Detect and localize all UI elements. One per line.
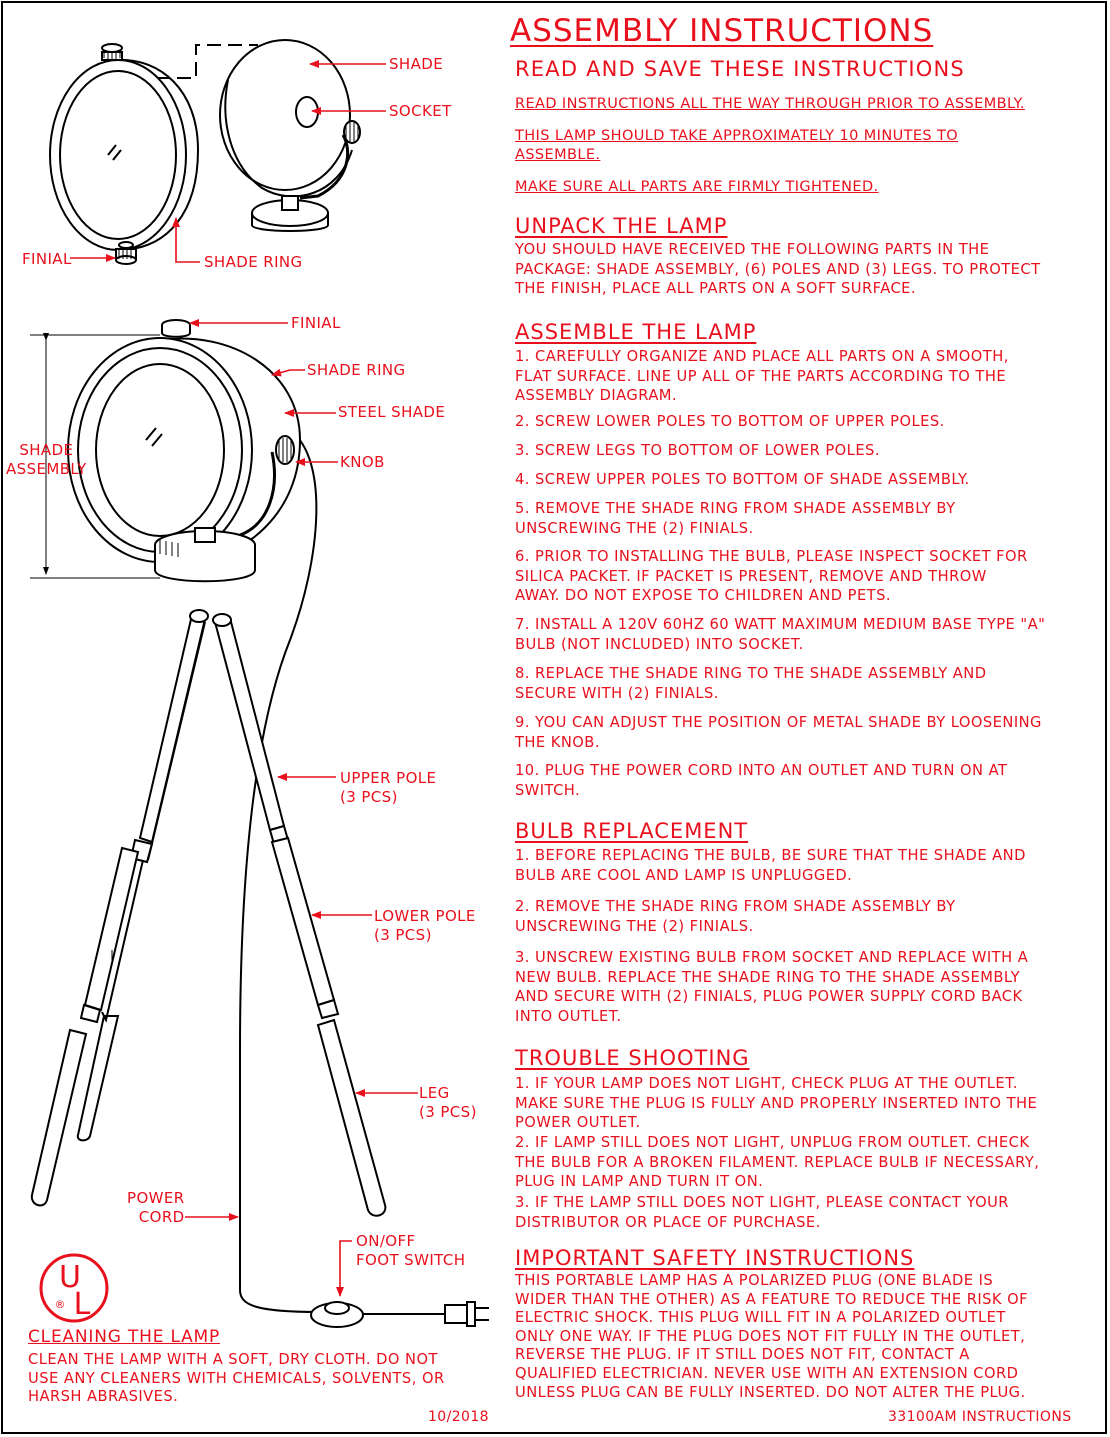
left-poles: [32, 610, 208, 1205]
ul-logo-icon: [41, 1255, 107, 1322]
label-steel-shade: STEEL SHADE: [338, 403, 446, 421]
trouble-heading: TROUBLE SHOOTING: [515, 1046, 750, 1070]
label-upper-pole: UPPER POLE (3 PCS): [340, 769, 437, 806]
label-shade: SHADE: [389, 55, 444, 73]
assembled-lamp: [30, 320, 489, 1327]
footer-doc-id: 33100AM INSTRUCTIONS: [888, 1409, 1072, 1425]
footer-date: 10/2018: [428, 1409, 489, 1425]
shade-exploded: [220, 40, 350, 190]
ul-logo-letter-u: U: [59, 1260, 81, 1295]
bulb-step-2: 2. REMOVE THE SHADE RING FROM SHADE ASSEMBLY BY UNSCREWING THE (2) FINIALS.: [515, 898, 956, 935]
unpack-heading: UNPACK THE LAMP: [515, 214, 728, 238]
label-shade-ring-top: SHADE RING: [204, 253, 303, 271]
label-shade-ring: SHADE RING: [307, 361, 406, 379]
assemble-step-7: 7. INSTALL A 120V 60HZ 60 WATT MAXIMUM MEDIUM BASE TYPE "A" BULB (NOT INCLUDED) INTO SOCKET.: [515, 616, 1046, 653]
assemble-heading: ASSEMBLE THE LAMP: [515, 320, 757, 344]
label-knob: KNOB: [340, 453, 385, 471]
assemble-step-4: 4. SCREW UPPER POLES TO BOTTOM OF SHADE ASSEMBLY.: [515, 471, 970, 488]
note-tighten: MAKE SURE ALL PARTS ARE FIRMLY TIGHTENED.: [515, 179, 879, 195]
label-leg: LEG (3 PCS): [419, 1084, 477, 1121]
label-finial: FINIAL: [291, 314, 341, 332]
page-title: ASSEMBLY INSTRUCTIONS: [510, 13, 934, 49]
assemble-step-2: 2. SCREW LOWER POLES TO BOTTOM OF UPPER POLES.: [515, 413, 945, 430]
trouble-step-3: 3. IF THE LAMP STILL DOES NOT LIGHT, PLEASE CONTACT YOUR DISTRIBUTOR OR PLACE OF PURCHASE.: [515, 1194, 1009, 1231]
exploded-view: [50, 40, 360, 264]
finial-icon-top: [102, 44, 122, 60]
assemble-step-1: 1. CAREFULLY ORGANIZE AND PLACE ALL PARTS ON A SMOOTH, FLAT SURFACE. LINE UP ALL OF THE PARTS ACCORDING TO THE ASSEMBLY DIAGRAM.: [515, 348, 1009, 405]
assemble-step-9: 9. YOU CAN ADJUST THE POSITION OF METAL SHADE BY LOOSENING THE KNOB.: [515, 714, 1042, 751]
ul-logo-letter-l: L: [73, 1287, 91, 1322]
trouble-step-2: 2. IF LAMP STILL DOES NOT LIGHT, UNPLUG FROM OUTLET. CHECK THE BULB FOR A BROKEN FILAMENT. REPLACE BULB IF NECESSARY, PLUG IN LAMP AND TURN IT ON.: [515, 1134, 1040, 1191]
label-socket: SOCKET: [389, 102, 452, 120]
ul-logo-registered: ®: [54, 1298, 66, 1311]
label-foot-switch: ON/OFF FOOT SWITCH: [356, 1232, 466, 1269]
note-read: READ INSTRUCTIONS ALL THE WAY THROUGH PRIOR TO ASSEMBLY.: [515, 96, 1025, 112]
cleaning-heading: CLEANING THE LAMP: [28, 1327, 221, 1347]
label-shade-assembly: SHADE ASSEMBLY: [6, 441, 87, 478]
assemble-step-8: 8. REPLACE THE SHADE RING TO THE SHADE ASSEMBLY AND SECURE WITH (2) FINIALS.: [515, 665, 987, 702]
page-subtitle: READ AND SAVE THESE INSTRUCTIONS: [515, 57, 965, 81]
bulb-step-3: 3. UNSCREW EXISTING BULB FROM SOCKET AND REPLACE WITH A NEW BULB. REPLACE THE SHADE RING TO THE SHADE ASSEMBLY AND SECURE WITH (2) FINIALS, PLUG POWER SUPPLY CORD BACK INTO OUTLET.: [515, 949, 1029, 1025]
bulb-heading: BULB REPLACEMENT: [515, 819, 749, 843]
unpack-text: YOU SHOULD HAVE RECEIVED THE FOLLOWING PARTS IN THE PACKAGE: SHADE ASSEMBLY, (6) POLES AND (3) LEGS. TO PROTECT THE FINISH, PLACE ALL PARTS ON A SOFT SURFACE.: [515, 241, 1041, 298]
label-lower-pole: LOWER POLE (3 PCS): [374, 907, 476, 944]
assemble-step-10: 10. PLUG THE POWER CORD INTO AN OUTLET AND TURN ON AT SWITCH.: [515, 762, 1008, 799]
cleaning-text: CLEAN THE LAMP WITH A SOFT, DRY CLOTH. DO NOT USE ANY CLEANERS WITH CHEMICALS, SOLVENTS, OR HARSH ABRASIVES.: [28, 1351, 445, 1405]
foot-switch-icon: [311, 1302, 445, 1327]
safety-text: THIS PORTABLE LAMP HAS A POLARIZED PLUG (ONE BLADE IS WIDER THAN THE OTHER) AS A FEATURE TO REDUCE THE RISK OF ELECTRIC SHOCK. THIS PLUG WILL FIT IN A POLARIZED OUTLET ONLY ONE WAY. IF THE PLUG DOES NOT FIT FULLY IN THE OUTLET, REVERSE THE PLUG. IF IT STILL DOES NOT FIT, CONTACT A QUALIFIED ELECTRICIAN. NEVER USE WITH AN EXTENSION CORD UNLESS PLUG CAN BE FULLY INSERTED. DO NOT ALTER THE PLUG.: [515, 1272, 1029, 1401]
trouble-step-1: 1. IF YOUR LAMP DOES NOT LIGHT, CHECK PLUG AT THE OUTLET. MAKE SURE THE PLUG IS FULLY AND PROPERLY INSERTED INTO THE POWER OUTLET.: [515, 1075, 1038, 1132]
safety-heading: IMPORTANT SAFETY INSTRUCTIONS: [515, 1246, 915, 1270]
plug-icon: [445, 1302, 489, 1326]
bulb-step-1: 1. BEFORE REPLACING THE BULB, BE SURE THAT THE SHADE AND BULB ARE COOL AND LAMP IS UNPLUGGED.: [515, 847, 1026, 884]
assemble-step-3: 3. SCREW LEGS TO BOTTOM OF LOWER POLES.: [515, 442, 880, 459]
note-time: THIS LAMP SHOULD TAKE APPROXIMATELY 10 MINUTES TO ASSEMBLE.: [515, 128, 959, 163]
assemble-step-5: 5. REMOVE THE SHADE RING FROM SHADE ASSEMBLY BY UNSCREWING THE (2) FINIALS.: [515, 500, 956, 537]
label-finial-top: FINIAL: [22, 250, 72, 268]
assemble-step-6: 6. PRIOR TO INSTALLING THE BULB, PLEASE INSPECT SOCKET FOR SILICA PACKET. IF PACKET IS PRESENT, REMOVE AND THROW AWAY. DO NOT EXPOSE TO CHILDREN AND PETS.: [515, 548, 1028, 605]
finial-icon-bottom: [116, 242, 136, 264]
socket-icon: [296, 97, 318, 127]
label-power-cord: POWER CORD: [127, 1189, 185, 1226]
